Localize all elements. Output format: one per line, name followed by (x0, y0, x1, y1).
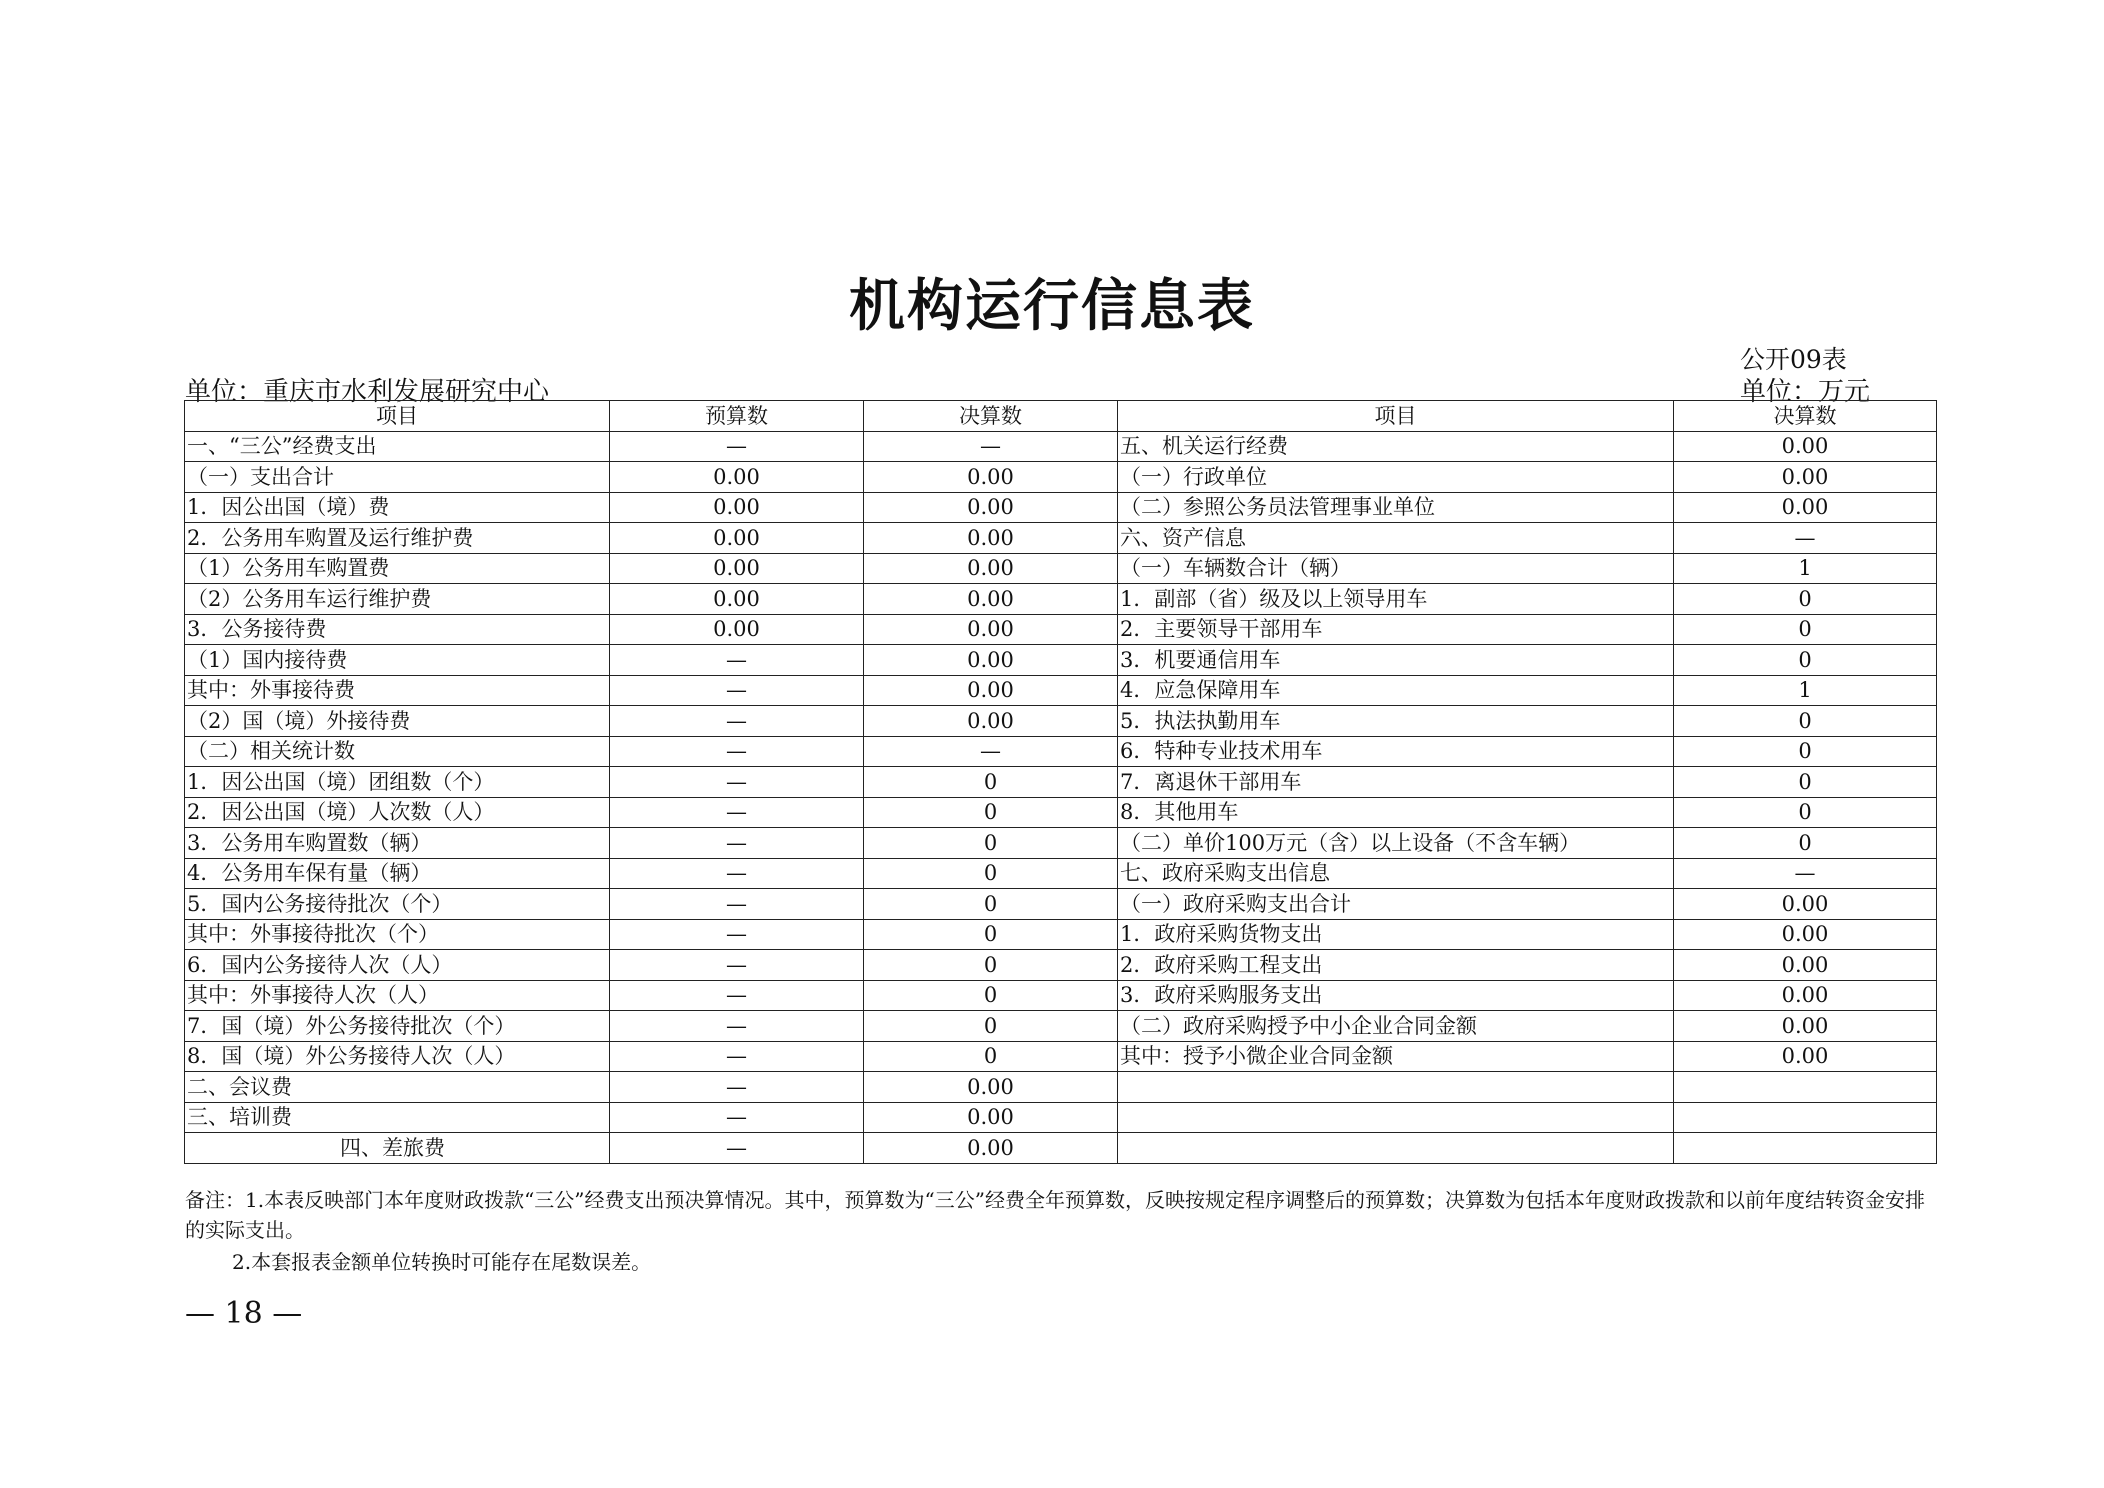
row-final-right: 0.00 (1674, 1041, 1937, 1072)
row-final-right: 0.00 (1674, 980, 1937, 1011)
table-row (185, 1102, 1937, 1133)
row-final-left: 0 (864, 767, 1118, 798)
row-final-left: 0.00 (864, 706, 1118, 737)
currency-unit: 单位：万元 (1740, 377, 1871, 407)
row-item-left: 一、“三公”经费支出 (185, 431, 610, 462)
row-item-right: 2．政府采购工程支出 (1118, 950, 1674, 981)
header-final-left: 决算数 (864, 401, 1118, 432)
row-item-left: 3．公务用车购置数（辆） (185, 828, 610, 859)
row-budget: 0.00 (610, 462, 864, 493)
row-final-right: 0 (1674, 797, 1937, 828)
row-item-right: 五、机关运行经费 (1118, 431, 1674, 462)
table-row (185, 584, 1937, 615)
table-row (185, 1133, 1937, 1164)
table-header-row (185, 401, 1937, 432)
row-final-right: 0 (1674, 736, 1937, 767)
row-budget: — (610, 706, 864, 737)
row-budget: — (610, 1102, 864, 1133)
row-final-right: 0 (1674, 645, 1937, 676)
page-number: — 18 — (185, 1296, 303, 1331)
row-item-left: （1）公务用车购置费 (185, 553, 610, 584)
row-item-right: （二）参照公务员法管理事业单位 (1118, 492, 1674, 523)
row-item-left: 其中：外事接待费 (185, 675, 610, 706)
row-budget: — (610, 889, 864, 920)
row-final-left: 0 (864, 858, 1118, 889)
row-budget: — (610, 767, 864, 798)
table-row (185, 523, 1937, 554)
row-final-right: 0.00 (1674, 1011, 1937, 1042)
row-item-left: 2．因公出国（境）人次数（人） (185, 797, 610, 828)
row-item-left: 8．国（境）外公务接待人次（人） (185, 1041, 610, 1072)
row-budget: — (610, 797, 864, 828)
row-final-left: — (864, 431, 1118, 462)
header-item-left: 项目 (185, 401, 610, 432)
row-item-right: 5．执法执勤用车 (1118, 706, 1674, 737)
row-final-left: 0 (864, 980, 1118, 1011)
row-final-left: 0 (864, 919, 1118, 950)
reporting-unit: 单位：重庆市水利发展研究中心 (185, 377, 550, 407)
row-budget: 0.00 (610, 553, 864, 584)
row-budget: — (610, 645, 864, 676)
row-item-right: （二）政府采购授予中小企业合同金额 (1118, 1011, 1674, 1042)
row-final-left: 0 (864, 950, 1118, 981)
row-final-right: 0 (1674, 828, 1937, 859)
row-final-right: 0 (1674, 584, 1937, 615)
row-final-right (1674, 1072, 1937, 1103)
table-row (185, 553, 1937, 584)
row-item-right (1118, 1102, 1674, 1133)
row-item-right: （一）行政单位 (1118, 462, 1674, 493)
row-item-left: 4．公务用车保有量（辆） (185, 858, 610, 889)
row-budget: — (610, 828, 864, 859)
row-final-right: 0.00 (1674, 950, 1937, 981)
row-final-right: 0.00 (1674, 889, 1937, 920)
table-row (185, 645, 1937, 676)
row-item-left: （2）国（境）外接待费 (185, 706, 610, 737)
row-final-left: 0 (864, 1041, 1118, 1072)
row-final-left: — (864, 736, 1118, 767)
row-budget: — (610, 1041, 864, 1072)
row-final-left: 0 (864, 1011, 1118, 1042)
row-item-right: 7．离退休干部用车 (1118, 767, 1674, 798)
row-final-left: 0.00 (864, 614, 1118, 645)
row-budget: — (610, 858, 864, 889)
row-final-right (1674, 1133, 1937, 1164)
row-final-right: 0.00 (1674, 431, 1937, 462)
row-budget: 0.00 (610, 614, 864, 645)
row-item-right: （一）政府采购支出合计 (1118, 889, 1674, 920)
table-row (185, 736, 1937, 767)
row-item-left: 三、培训费 (185, 1102, 610, 1133)
row-final-left: 0.00 (864, 1102, 1118, 1133)
table-row (185, 1041, 1937, 1072)
row-final-left: 0.00 (864, 645, 1118, 676)
row-item-left: 6．国内公务接待人次（人） (185, 950, 610, 981)
row-final-right: 0.00 (1674, 492, 1937, 523)
table-row (185, 706, 1937, 737)
row-item-left: （1）国内接待费 (185, 645, 610, 676)
row-item-right: 七、政府采购支出信息 (1118, 858, 1674, 889)
row-final-right: 0 (1674, 767, 1937, 798)
row-final-left: 0.00 (864, 584, 1118, 615)
table-row (185, 797, 1937, 828)
row-item-right: 6．特种专业技术用车 (1118, 736, 1674, 767)
row-final-right (1674, 1102, 1937, 1133)
table-row (185, 1011, 1937, 1042)
row-item-left: 2．公务用车购置及运行维护费 (185, 523, 610, 554)
row-budget: — (610, 1072, 864, 1103)
row-final-left: 0.00 (864, 462, 1118, 493)
row-budget: 0.00 (610, 492, 864, 523)
row-final-right: — (1674, 858, 1937, 889)
row-item-right: 2．主要领导干部用车 (1118, 614, 1674, 645)
row-final-left: 0.00 (864, 523, 1118, 554)
table-row (185, 950, 1937, 981)
row-item-right (1118, 1133, 1674, 1164)
row-item-right: 8．其他用车 (1118, 797, 1674, 828)
row-item-right: 3．政府采购服务支出 (1118, 980, 1674, 1011)
row-final-right: — (1674, 523, 1937, 554)
table-row (185, 1072, 1937, 1103)
row-final-right: 1 (1674, 553, 1937, 584)
page-title: 机构运行信息表 (849, 274, 1255, 339)
row-item-left: 5．国内公务接待批次（个） (185, 889, 610, 920)
table-row (185, 980, 1937, 1011)
row-item-left: 其中：外事接待人次（人） (185, 980, 610, 1011)
row-final-left: 0 (864, 889, 1118, 920)
form-number: 公开09表 (1740, 345, 1847, 374)
row-item-left: 其中：外事接待批次（个） (185, 919, 610, 950)
footnote-1: 备注：1.本表反映部门本年度财政拨款“三公”经费支出预决算情况。其中，预算数为“三公”经费全年预算数，反映按规定程序调整后的预算数；决算数为包括本年度财政拨款和以前年度结转资金安排的实际支出。 (185, 1188, 1925, 1242)
row-final-right: 1 (1674, 675, 1937, 706)
row-item-right: 1．副部（省）级及以上领导用车 (1118, 584, 1674, 615)
row-budget: — (610, 736, 864, 767)
row-final-right: 0 (1674, 614, 1937, 645)
row-item-left: （2）公务用车运行维护费 (185, 584, 610, 615)
row-item-left: 四、差旅费 (185, 1133, 610, 1164)
table-row (185, 767, 1937, 798)
row-final-left: 0.00 (864, 492, 1118, 523)
row-item-left: 7．国（境）外公务接待批次（个） (185, 1011, 610, 1042)
row-item-right: 3．机要通信用车 (1118, 645, 1674, 676)
row-item-right: （二）单价100万元（含）以上设备（不含车辆） (1118, 828, 1674, 859)
table-row (185, 431, 1937, 462)
table-row (185, 919, 1937, 950)
row-item-left: （一）支出合计 (185, 462, 610, 493)
header-item-right: 项目 (1118, 401, 1674, 432)
table-row (185, 858, 1937, 889)
row-item-left: （二）相关统计数 (185, 736, 610, 767)
row-budget: — (610, 980, 864, 1011)
row-final-right: 0.00 (1674, 919, 1937, 950)
row-final-left: 0.00 (864, 1072, 1118, 1103)
row-item-left: 1．因公出国（境）费 (185, 492, 610, 523)
table-row (185, 462, 1937, 493)
table-row (185, 828, 1937, 859)
row-item-right: （一）车辆数合计（辆） (1118, 553, 1674, 584)
row-budget: — (610, 1133, 864, 1164)
row-item-right: 六、资产信息 (1118, 523, 1674, 554)
header-final-right: 决算数 (1674, 401, 1937, 432)
table-row (185, 492, 1937, 523)
row-item-left: 3．公务接待费 (185, 614, 610, 645)
row-final-left: 0.00 (864, 553, 1118, 584)
row-item-right: 4．应急保障用车 (1118, 675, 1674, 706)
row-item-left: 二、会议费 (185, 1072, 610, 1103)
table-row (185, 614, 1937, 645)
row-final-left: 0.00 (864, 1133, 1118, 1164)
row-final-right: 0.00 (1674, 462, 1937, 493)
institution-operation-table (184, 400, 1937, 1164)
table-row (185, 889, 1937, 920)
row-budget: — (610, 431, 864, 462)
row-final-right: 0 (1674, 706, 1937, 737)
row-item-right (1118, 1072, 1674, 1103)
row-item-right: 1．政府采购货物支出 (1118, 919, 1674, 950)
row-budget: — (610, 1011, 864, 1042)
row-budget: 0.00 (610, 584, 864, 615)
row-final-left: 0.00 (864, 675, 1118, 706)
row-budget: 0.00 (610, 523, 864, 554)
footnote-2: 2.本套报表金额单位转换时可能存在尾数误差。 (232, 1250, 652, 1274)
row-budget: — (610, 919, 864, 950)
row-final-left: 0 (864, 797, 1118, 828)
row-final-left: 0 (864, 828, 1118, 859)
row-budget: — (610, 950, 864, 981)
row-item-right: 其中：授予小微企业合同金额 (1118, 1041, 1674, 1072)
row-item-left: 1．因公出国（境）团组数（个） (185, 767, 610, 798)
row-budget: — (610, 675, 864, 706)
header-budget: 预算数 (610, 401, 864, 432)
table-row (185, 675, 1937, 706)
